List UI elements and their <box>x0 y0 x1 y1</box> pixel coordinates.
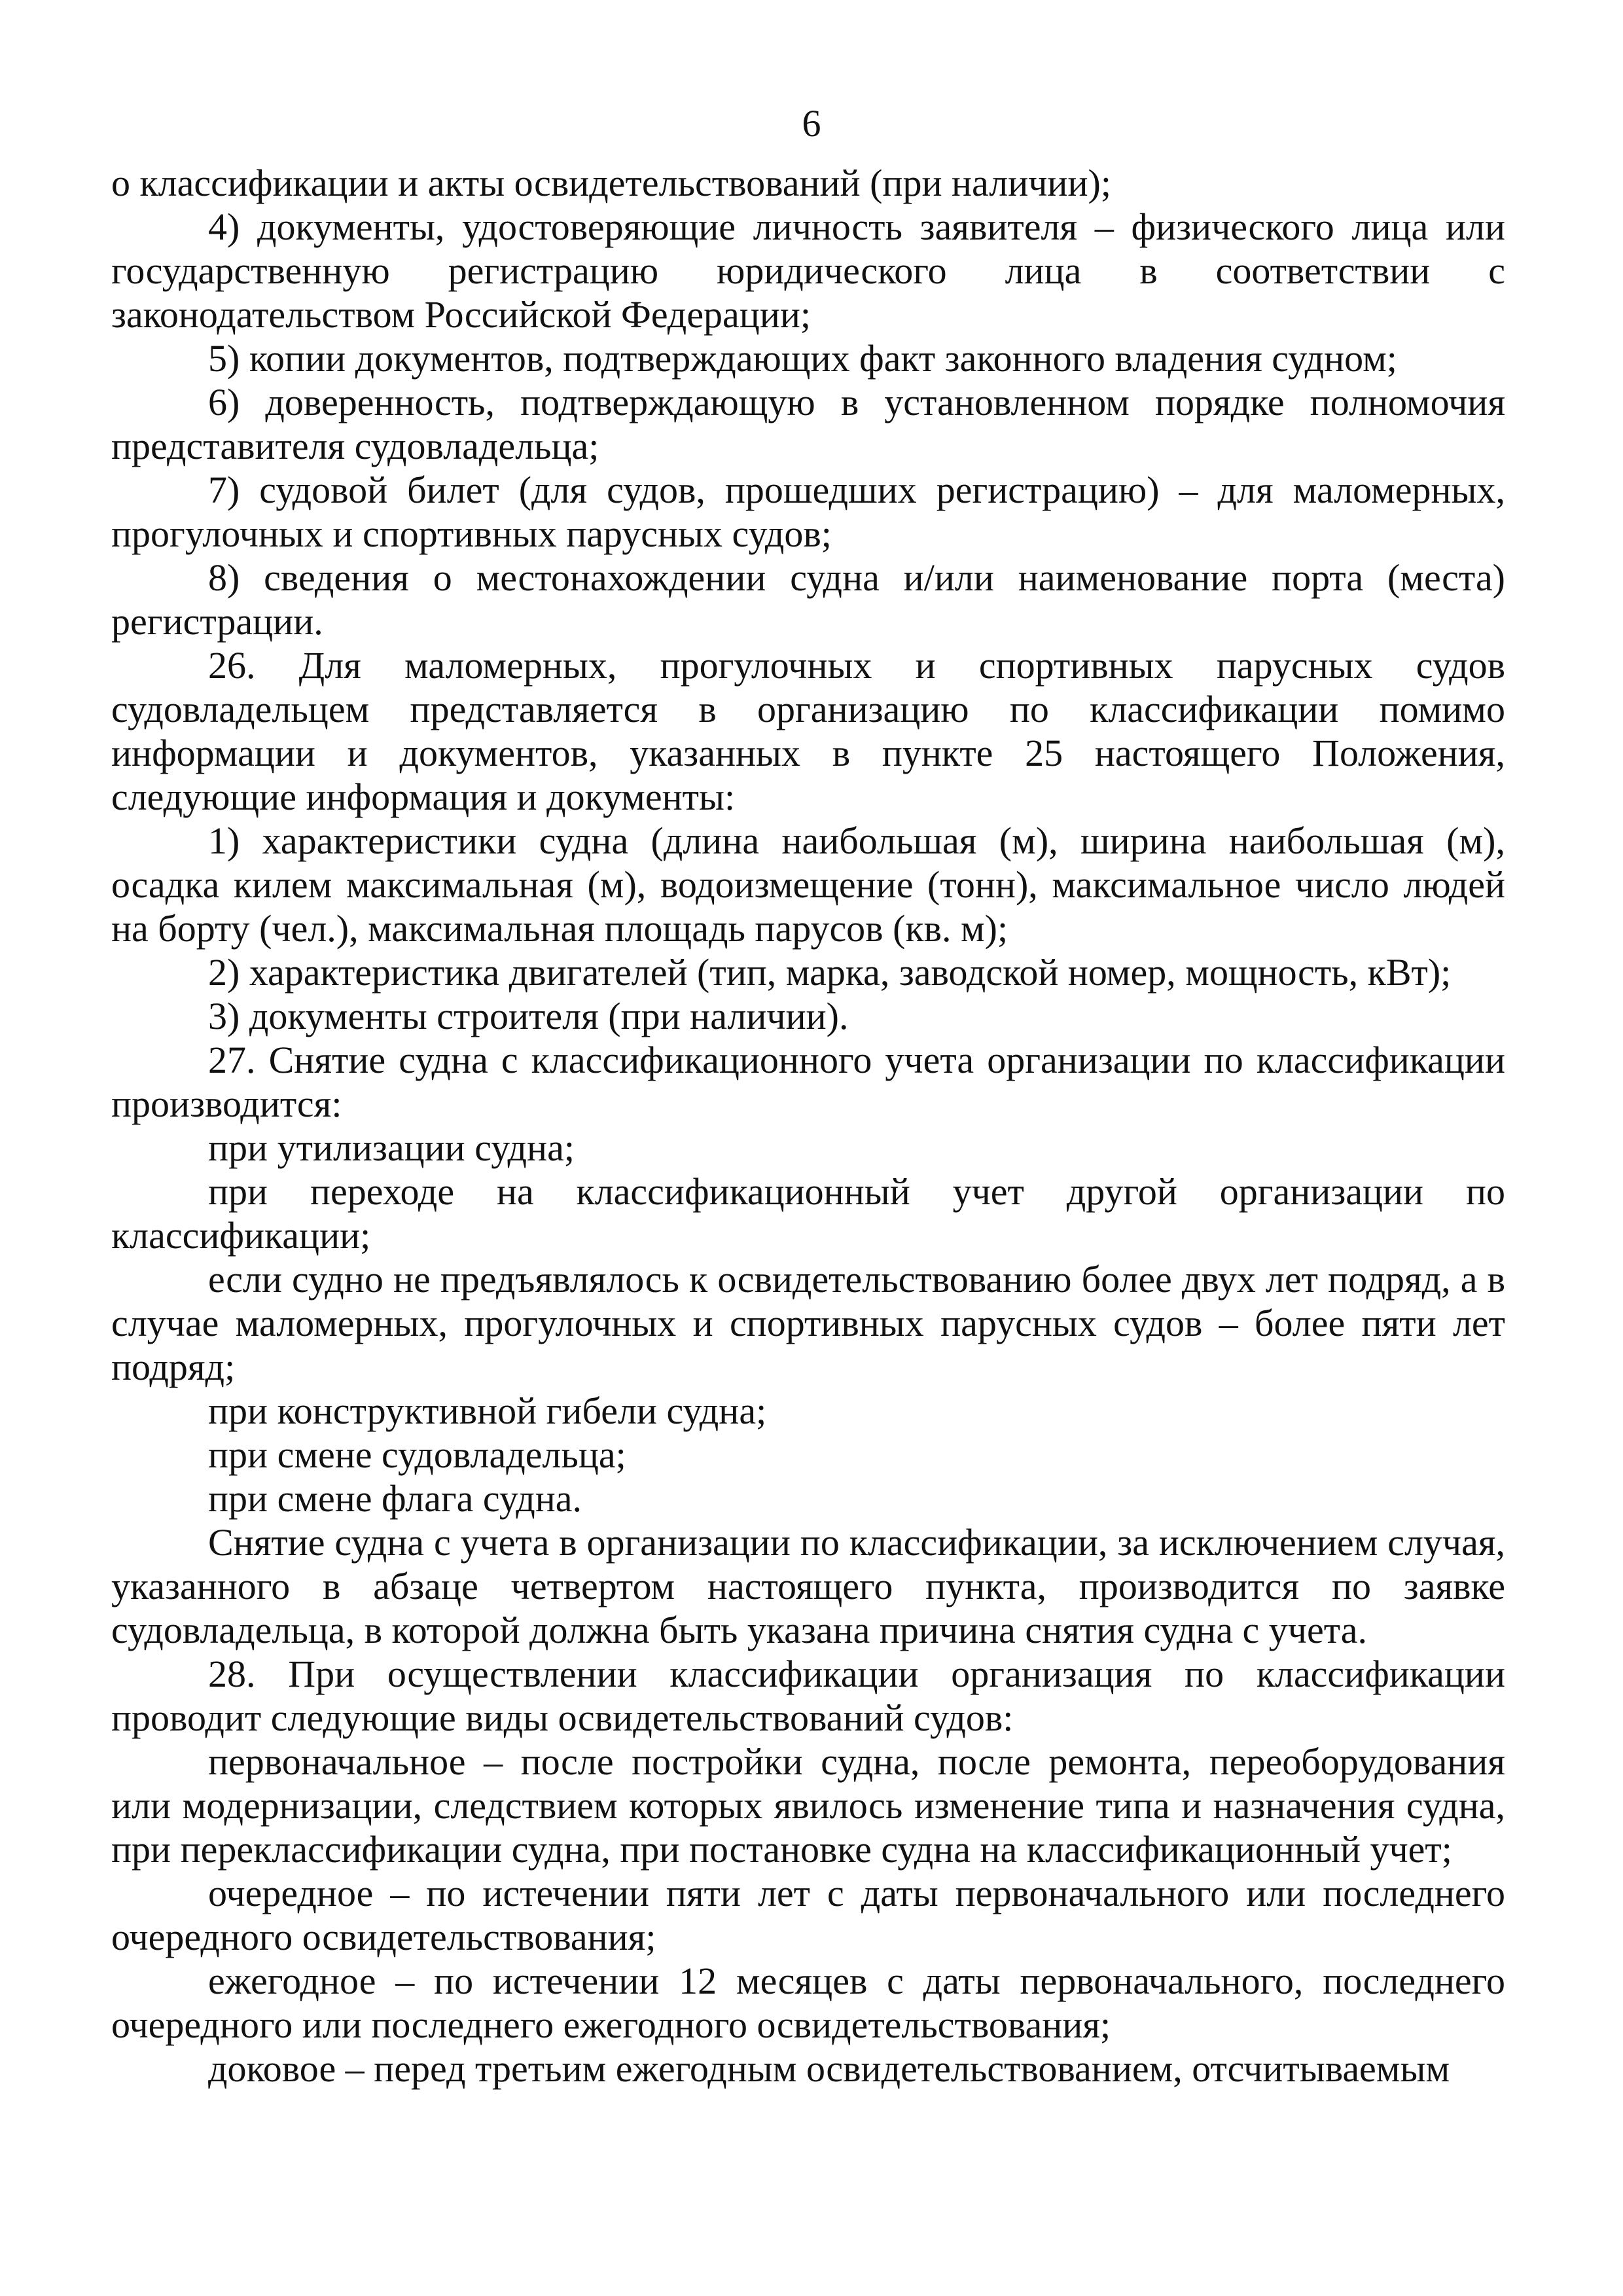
paragraph-27-case-5: при смене судовладельца; <box>208 1433 626 1476</box>
paragraph-28-periodic: очередное – по истечении пяти лет с даты первоначального или последнего очередного освидетельствования; <box>111 1872 1505 1958</box>
paragraph-clause-27: 27. Снятие судна с классификационного учета организации по классификации производится: <box>111 1039 1505 1125</box>
paragraph-27-note: Снятие судна с учета в организации по классификации, за исключением случая, указанного в абзаце четвертом настоящего пункта, производится по заявке судовладельца, в которой должна быть указана причина снятия судна с учета. <box>111 1521 1505 1651</box>
paragraph-28-dock: доковое – перед третьим ежегодным освидетельствованием, отсчитываемым <box>208 2047 1450 2090</box>
paragraph-27-case-3: если судно не предъявлялось к освидетельствованию более двух лет подряд, а в случае маломерных, прогулочных и спортивных парусных судов – более пяти лет подряд; <box>111 1258 1505 1388</box>
paragraph-clause-28: 28. При осуществлении классификации организация по классификации проводит следующие виды освидетельствований судов: <box>111 1653 1505 1739</box>
paragraph-continuation: о классификации и акты освидетельствований (при наличии); <box>111 162 1111 204</box>
paragraph-27-case-6: при смене флага судна. <box>208 1477 582 1520</box>
paragraph-item-7: 7) судовой билет (для судов, прошедших регистрацию) – для маломерных, прогулочных и спортивных парусных судов; <box>111 469 1505 555</box>
paragraph-28-annual: ежегодное – по истечении 12 месяцев с даты первоначального, последнего очередного или последнего ежегодного освидетельствования; <box>111 1960 1505 2046</box>
paragraph-27-case-4: при конструктивной гибели судна; <box>208 1390 767 1432</box>
body-text <box>111 161 1505 2090</box>
page-number: 6 <box>802 102 821 145</box>
paragraph-item-4: 4) документы, удостоверяющие личность заявителя – физического лица или государственную регистрацию юридического лица в соответствии с законодательством Российской Федерации; <box>111 206 1505 336</box>
paragraph-item-8: 8) сведения о местонахождении судна и/или наименование порта (места) регистрации. <box>111 556 1505 643</box>
paragraph-item-5: 5) копии документов, подтверждающих факт законного владения судном; <box>208 337 1397 380</box>
paragraph-27-case-1: при утилизации судна; <box>208 1126 575 1169</box>
paragraph-item-6: 6) доверенность, подтверждающую в установленном порядке полномочия представителя судовладельца; <box>111 381 1505 467</box>
paragraph-26-item-2: 2) характеристика двигателей (тип, марка, заводской номер, мощность, кВт); <box>208 951 1452 994</box>
paragraph-clause-26: 26. Для маломерных, прогулочных и спортивных парусных судов судовладельцем представляется в организацию по классификации помимо информации и документов, указанных в пункте 25 настоящего Положения, следующие информация и документы: <box>111 644 1505 818</box>
paragraph-28-initial: первоначальное – после постройки судна, после ремонта, переоборудования или модернизации, следствием которых явилось изменение типа и назначения судна, при переклассификации судна, при постановке судна на классификационный учет; <box>111 1740 1505 1871</box>
paragraph-26-item-1: 1) характеристики судна (длина наибольшая (м), ширина наибольшая (м), осадка килем максимальная (м), водоизмещение (тонн), максимальное число людей на борту (чел.), максимальная площадь парусов (кв. м); <box>111 819 1505 950</box>
paragraph-26-item-3: 3) документы строителя (при наличии). <box>208 995 849 1037</box>
paragraph-27-case-2: при переходе на классификационный учет другой организации по классификации; <box>111 1170 1505 1257</box>
